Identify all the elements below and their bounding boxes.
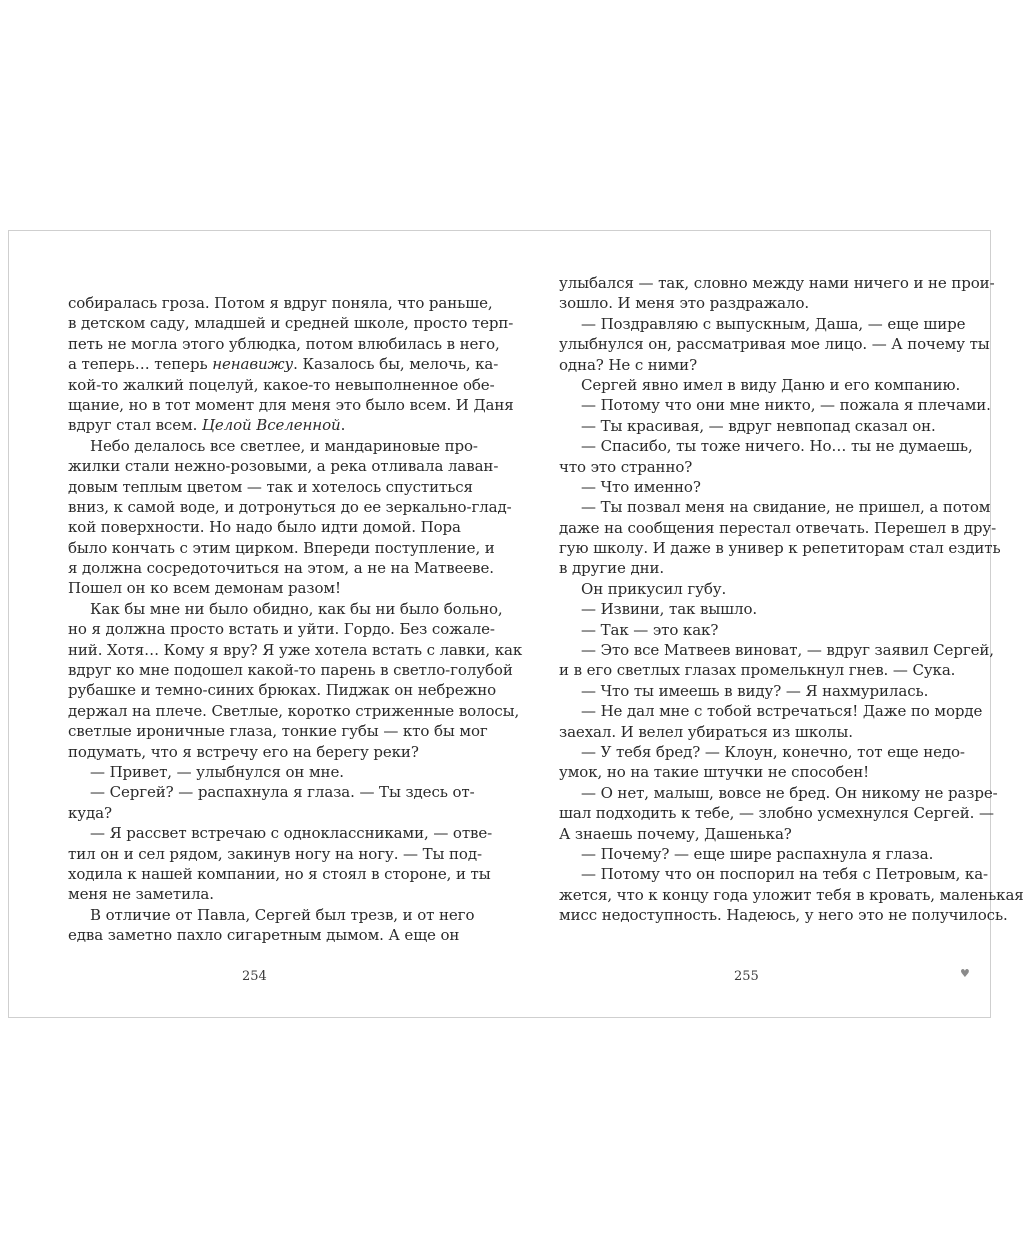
text-line: что это странно? xyxy=(559,457,693,476)
text-line: светлые ироничные глаза, тонкие губы — кто бы мог xyxy=(68,722,488,741)
text-line: — Ты позвал меня на свидание, не пришел, а потом xyxy=(581,498,991,517)
text-line: шал подходить к тебе, — злобно усмехнулся Сергей. — xyxy=(559,804,994,823)
text-line: — Привет, — улыбнулся он мне. xyxy=(90,762,344,781)
text-line: — Почему? — еще шире распахнула я глаза. xyxy=(581,844,934,863)
text-line: гую школу. И даже в универ к репетиторам стал ездить xyxy=(559,539,1001,558)
text-line: вдруг стал всем. Целой Вселенной. xyxy=(68,416,346,435)
text-line: — Извини, так вышло. xyxy=(581,600,758,619)
text-line: а теперь… теперь ненавижу. Казалось бы, мелочь, ка- xyxy=(68,355,499,374)
text-line: ходила к нашей компании, но я стоял в стороне, и ты xyxy=(68,864,491,883)
text-line: Как бы мне ни было обидно, как бы ни было больно, xyxy=(90,599,503,618)
text-line: в другие дни. xyxy=(559,559,665,578)
text-line: ний. Хотя… Кому я вру? Я уже хотела встать с лавки, как xyxy=(68,640,523,659)
left-page xyxy=(68,293,523,946)
text-line: — Я рассвет встречаю с одноклассниками, — отве- xyxy=(90,824,493,843)
text-line: тил он и сел рядом, закинув ногу на ногу. — Ты под- xyxy=(68,844,482,863)
text-line: — Что ты имеешь в виду? — Я нахмурилась. xyxy=(581,681,929,700)
text-line: подумать, что я встречу его на берегу реки? xyxy=(68,742,419,761)
text-line: Пошел он ко всем демонам разом! xyxy=(68,579,341,598)
text-line: было кончать с этим цирком. Впереди поступление, и xyxy=(68,538,495,557)
text-line: — Потому что он поспорил на тебя с Петровым, ка- xyxy=(581,865,989,884)
text-line: умок, но на такие штучки не способен! xyxy=(559,763,870,782)
text-line: — Спасибо, ты тоже ничего. Но… ты не думаешь, xyxy=(581,437,973,456)
text-line: Небо делалось все светлее, и мандариновые про- xyxy=(90,436,478,455)
text-line: вдруг ко мне подошел какой-то парень в светло-голубой xyxy=(68,661,513,680)
text-line: одна? Не с ними? xyxy=(559,355,698,374)
text-line: А знаешь почему, Дашенька? xyxy=(559,824,792,843)
text-line: собиралась гроза. Потом я вдруг поняла, что раньше, xyxy=(68,294,493,312)
text-line: довым теплым цветом — так и хотелось спуститься xyxy=(68,477,473,496)
text-line: рубашке и темно-синих брюках. Пиджак он небрежно xyxy=(68,681,497,700)
right-page xyxy=(559,273,1024,926)
text-line: — Это все Матвеев виноват, — вдруг заявил Сергей, xyxy=(581,641,994,660)
text-line: вниз, к самой воде, и дотронуться до ее зеркально-глад- xyxy=(68,497,512,516)
text-line: мисс недоступность. Надеюсь, у него это не получилось. xyxy=(559,906,1008,925)
text-line: петь не могла этого ублюдка, потом влюбилась в него, xyxy=(68,334,500,353)
text-line: улыбался — так, словно между нами ничего и не прои- xyxy=(559,274,995,292)
text-line: щание, но в тот момент для меня это было всем. И Даня xyxy=(68,395,514,414)
text-line: кой-то жалкий поцелуй, какое-то невыполненное обе- xyxy=(68,375,495,394)
text-line: — Так — это как? xyxy=(581,620,719,639)
text-line: — У тебя бред? — Клоун, конечно, тот еще недо- xyxy=(581,742,965,761)
text-line: заехал. И велел убираться из школы. xyxy=(559,722,853,741)
book-spread xyxy=(8,230,1024,1018)
text-line: зошло. И меня это раздражало. xyxy=(559,294,810,313)
text-line: — Что именно? xyxy=(581,477,701,496)
text-line: — Не дал мне с тобой встречаться! Даже по морде xyxy=(581,702,983,721)
text-line: кой поверхности. Но надо было идти домой. Пора xyxy=(68,518,461,537)
text-line: жилки стали нежно-розовыми, а река отливала лаван- xyxy=(68,457,499,476)
text-line: В отличие от Павла, Сергей был трезв, и от него xyxy=(90,905,475,924)
text-line: улыбнулся он, рассматривая мое лицо. — А почему ты xyxy=(559,335,990,354)
text-line: — О нет, малыш, вовсе не бред. Он никому не разре- xyxy=(581,783,998,802)
text-line: — Сергей? — распахнула я глаза. — Ты здесь от- xyxy=(90,783,475,802)
text-line: держал на плече. Светлые, коротко стриженные волосы, xyxy=(68,701,520,720)
text-line: Сергей явно имел в виду Даню и его компанию. xyxy=(581,375,961,394)
heart-icon: ♥ xyxy=(960,967,970,980)
text-line: Он прикусил губу. xyxy=(581,579,727,598)
text-line: даже на сообщения перестал отвечать. Перешел в дру- xyxy=(559,518,997,537)
text-line: но я должна просто встать и уйти. Гордо. Без сожале- xyxy=(68,620,495,639)
page-number-right: 255 xyxy=(734,969,759,984)
text-line: я должна сосредоточиться на этом, а не на Матвееве. xyxy=(68,559,494,578)
text-line: жется, что к концу года уложит тебя в кровать, маленькая xyxy=(559,885,1024,904)
text-line: куда? xyxy=(68,803,112,822)
text-line: — Потому что они мне никто, — пожала я плечами. xyxy=(581,396,991,415)
text-line: и в его светлых глазах промелькнул гнев. — Сука. xyxy=(559,661,956,680)
text-line: меня не заметила. xyxy=(68,885,214,904)
text-line: — Поздравляю с выпускным, Даша, — еще шире xyxy=(581,314,966,333)
page-number-left: 254 xyxy=(242,969,267,984)
text-line: — Ты красивая, — вдруг невпопад сказал он. xyxy=(581,416,936,435)
text-line: в детском саду, младшей и средней школе, просто терп- xyxy=(68,314,514,333)
text-line: едва заметно пахло сигаретным дымом. А еще он xyxy=(68,926,460,945)
